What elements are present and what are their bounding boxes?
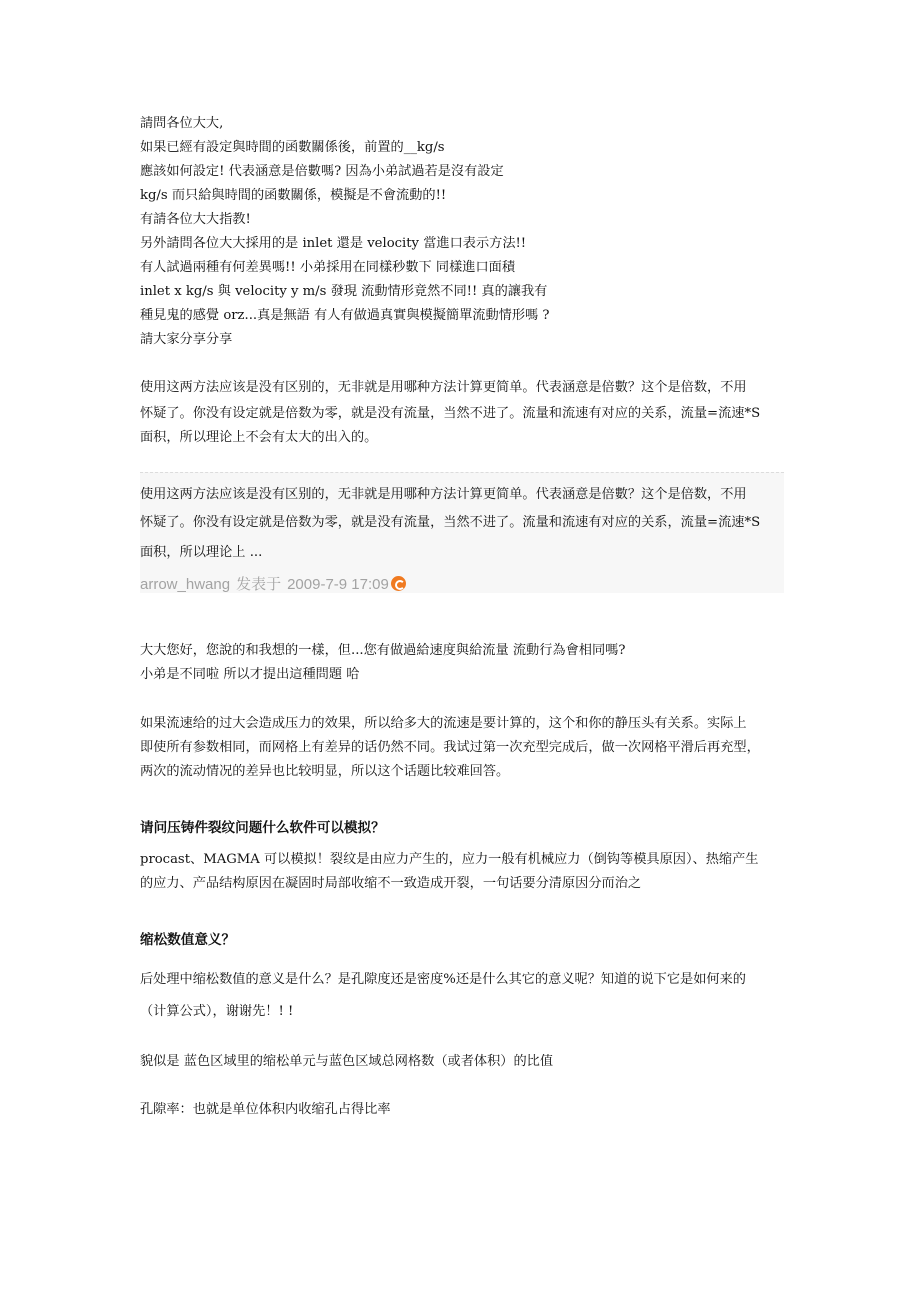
question-line: 請問各位大大, [140, 116, 224, 131]
question-line: 如果已經有設定與時間的函數關係後，前置的__kg/s [140, 140, 445, 155]
reply-line: 怀疑了。你没有设定就是倍数为零，就是没有流量，当然不进了。流量和流速有对应的关系，流量=流速*S [140, 406, 761, 421]
question-line: 有人試過兩種有何差異嗎!! 小弟採用在同樣秒數下 同樣進口面積 [140, 260, 516, 275]
question-line: 另外請問各位大大採用的是 inlet 還是 velocity 當進口表示方法!! [140, 236, 527, 251]
question-line: （计算公式），谢谢先！! ! [140, 1004, 294, 1019]
reply-line: 小弟是不同啦 所以才提出這種問題 哈 [140, 667, 360, 682]
reply-line: 使用这两方法应该是没有区别的，无非就是用哪种方法计算更简单。代表涵意是倍數？这个是倍数，不用 [140, 380, 747, 395]
question-line: 請大家分享分享 [140, 332, 233, 347]
reply-line: 如果流速给的过大会造成压力的效果，所以给多大的流速是要计算的，这个和你的静压头有关系。实际上 [140, 716, 747, 731]
quote-line: 面积，所以理论上 ... [140, 545, 263, 560]
answer-line: 的应力、产品结构原因在凝固时局部收缩不一致造成开裂，一句话要分清原因分而治之 [140, 876, 642, 891]
question-line: kg/s 而只給與時間的函數關係，模擬是不會流動的!! [140, 188, 447, 203]
quote-author[interactable]: arrow_hwang [140, 576, 231, 593]
quote-line: 怀疑了。你没有设定就是倍数为零，就是没有流量，当然不进了。流量和流速有对应的关系，流量=流速*S [140, 515, 761, 530]
quote-meta [140, 573, 412, 594]
question-line: 有請各位大大指教! [140, 212, 251, 227]
answer-line: 孔隙率：也就是单位体积内收缩孔占得比率 [140, 1102, 391, 1117]
posted-label: 发表于 [236, 576, 282, 593]
quote-line: 使用这两方法应该是没有区别的，无非就是用哪种方法计算更简单。代表涵意是倍數？这个是倍数，不用 [140, 487, 747, 502]
answer-line: 貌似是 蓝色区域里的缩松单元与蓝色区域总网格数（或者体积）的比值 [140, 1054, 554, 1069]
reply-line: 即使所有参数相同，而网格上有差异的话仍然不同。我试过第一次充型完成后，做一次网格平滑后再充型， [140, 740, 760, 755]
reply-line: 两次的流动情况的差异也比较明显，所以这个话题比较难回答。 [140, 764, 510, 779]
question-line: 種見鬼的感覺 orz...真是無語 有人有做過真實與模擬簡單流動情形嗎 ? [140, 308, 550, 323]
section-heading: 缩松数值意义？ [140, 932, 236, 948]
question-line: 后处理中缩松数值的意义是什么？是孔隙度还是密度%还是什么其它的意义呢？知道的说下它是如何来的 [140, 972, 746, 987]
answer-line: procast、MAGMA 可以模拟！裂纹是由应力产生的，应力一般有机械应力（倒钩等模具原因）、热缩产生 [140, 852, 759, 867]
reply-line: 大大您好，您說的和我想的一樣，但...您有做過給速度與給流量 流動行為會相同嗎? [140, 643, 626, 658]
quote-block [140, 472, 784, 593]
question-line: 應該如何設定! 代表涵意是倍數嗎? 因為小弟試過若是沒有設定 [140, 164, 504, 179]
reply-line: 面积，所以理论上不会有太大的出入的。 [140, 430, 378, 445]
quote-timestamp: 2009-7-9 17:09 [287, 576, 389, 593]
section-heading: 请问压铸件裂纹问题什么软件可以模拟？ [140, 820, 385, 836]
reply-arrow-icon[interactable] [391, 576, 406, 591]
question-line: inlet x kg/s 與 velocity y m/s 發現 流動情形竟然不同!! 真的讓我有 [140, 284, 548, 299]
